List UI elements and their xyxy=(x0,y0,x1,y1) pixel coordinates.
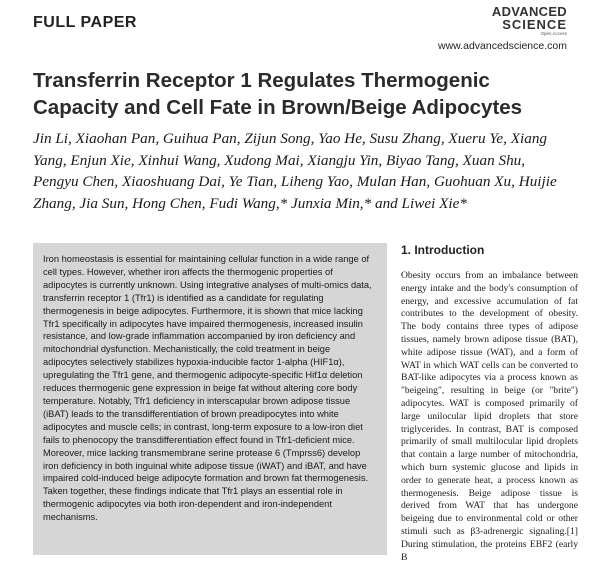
journal-website-link[interactable]: www.advancedscience.com xyxy=(438,40,567,52)
journal-header xyxy=(0,0,600,52)
article-type-label: FULL PAPER xyxy=(33,14,137,31)
logo-tagline: Open Access xyxy=(540,31,567,36)
logo-line-2: SCIENCE xyxy=(502,17,567,32)
journal-logo[interactable] xyxy=(492,5,567,37)
logo-line-1: ADVANCED xyxy=(491,4,567,19)
introduction-text: Obesity occurs from an imbalance between energy intake and the body's consumption of energy, and excessive accumulation of fat contributes to the development of obesity. The body contains three types of adipose tissues, namely brown adipose tissue (BAT), white adipose tissue (WAT), and a form of WAT in which WAT cells can be converted to BAT-like adipocytes via a process known as "beigeing", resulting in beige (or "brite") adipocytes. WAT is composed primarily of large unilocular lipid droplets that store triglycerides. In contrast, BAT is composed primarily of small multilocular lipid droplets that contain a large number of mitochondria, which burn systemic glucose and lipids in order to generate heat, a process known as thermogenesis. Beige adipose tissue is derived from WAT that has undergone beigeing due to environmental cold or other stimuli such as β3-adrenergic signaling.[1] During stimulation, the proteins EBF2 (early B xyxy=(401,270,578,563)
author-list: Jin Li, Xiaohan Pan, Guihua Pan, Zijun Song, Yao He, Susu Zhang, Xueru Ye, Xiang Yang, Enjun Xie, Xinhui Wang, Xudong Mai, Xiangju Yin, Biyao Tang, Xuan Shu, Pengyu Chen, Xiaoshuang Dai, Ye Tian, Liheng Yao, Mulan Han, Guohuan Xu, Huijie Zhang, Jia Sun, Hong Chen, Fudi Wang,* Junxia Min,* and Liwei Xie* xyxy=(33,130,557,212)
introduction-heading: 1. Introduction xyxy=(401,243,485,257)
article-title: Transferrin Receptor 1 Regulates Thermogenic Capacity and Cell Fate in Brown/Beige Adipocytes xyxy=(33,69,523,119)
introduction-column xyxy=(401,243,578,564)
abstract-text: Iron homeostasis is essential for maintaining cellular function in a wide range of cell types. However, whether iron affects the thermogenic properties of adipocytes is currently unknown. Using integrative analyses of multi-omics data, transferrin receptor 1 (Tfr1) is identified as a candidate for regulating thermogenesis in beige adipocytes. Furthermore, it is shown that mice lacking Tfr1 specifically in adipocytes have impaired thermogenesis, increased insulin resistance, and low-grade inflammation accompanied by iron deficiency and mitochondrial dysfunction. Mechanistically, the cold treatment in beige adipocytes selectively stabilizes hypoxia-inducible factor 1-alpha (HIF1α), upregulating the Tfr1 gene, and thermogenic adipocyte-specific Hif1α deletion reduces thermogenic gene expression in beige fat without altering core body temperature. Notably, Tfr1 deficiency in interscapular brown adipose tissue (iBAT) leads to the transdifferentiation of brown preadipocytes into white adipocytes and muscle cells; in contrast, long-term exposure to a low-iron diet fails to phenocopy the transdifferentiation effect found in Tfr1-deficient mice. Moreover, mice lacking transmembrane serine protease 6 (Tmprss6) develop iron deficiency in both inguinal white adipose tissue (iWAT) and iBAT, and have impaired cold-induced beige adipocyte formation and brown fat thermogenesis. Taken together, these findings indicate that Tfr1 plays an essential role in thermogenic adipocytes via both iron-dependent and iron-independent mechanisms. xyxy=(43,254,372,523)
abstract-box xyxy=(33,243,387,555)
